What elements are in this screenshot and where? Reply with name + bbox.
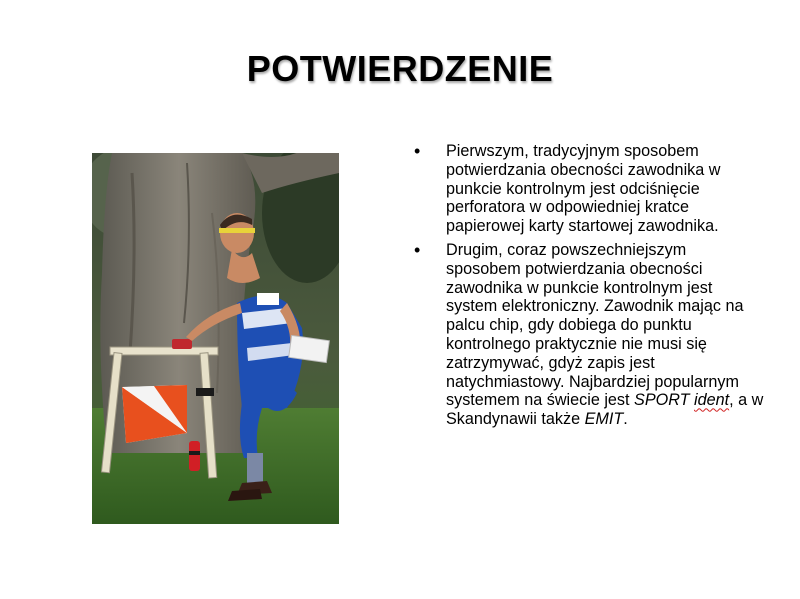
bullet-text: Drugim, coraz powszechniejszym sposobem potwierdzania obecności zawodnika w punkcie kontrolnym jest system elektroniczny. Zawodnik mając na palcu chip, gdy dobiega do punktu kontrolnego praktycznie nie musi się zatrzymywać, gdyż zapis jest natychmiastowy. Najbardziej popularnym systemem na świecie jest — [446, 240, 744, 410]
bullet-item — [414, 241, 764, 429]
bullet-text: . — [623, 410, 628, 429]
emphasis-text: SPORT — [634, 391, 694, 410]
spellcheck-text: ident — [693, 391, 730, 410]
slide-title: POTWIERDZENIE — [246, 48, 554, 89]
emphasis-text: EMIT — [584, 410, 624, 429]
bullet-list — [414, 142, 764, 434]
bullet-text: , a w Skandynawii także — [446, 391, 764, 429]
orienteering-photo — [92, 153, 339, 524]
bullet-text: Pierwszym, tradycyjnym sposobem potwierdzania obecności zawodnika w punkcie kontrolnym jest odciśnięcie perforatora w odpowiedniej kratce papierowej karty startowej zawodnika. — [446, 142, 721, 236]
bullet-item — [414, 142, 764, 236]
